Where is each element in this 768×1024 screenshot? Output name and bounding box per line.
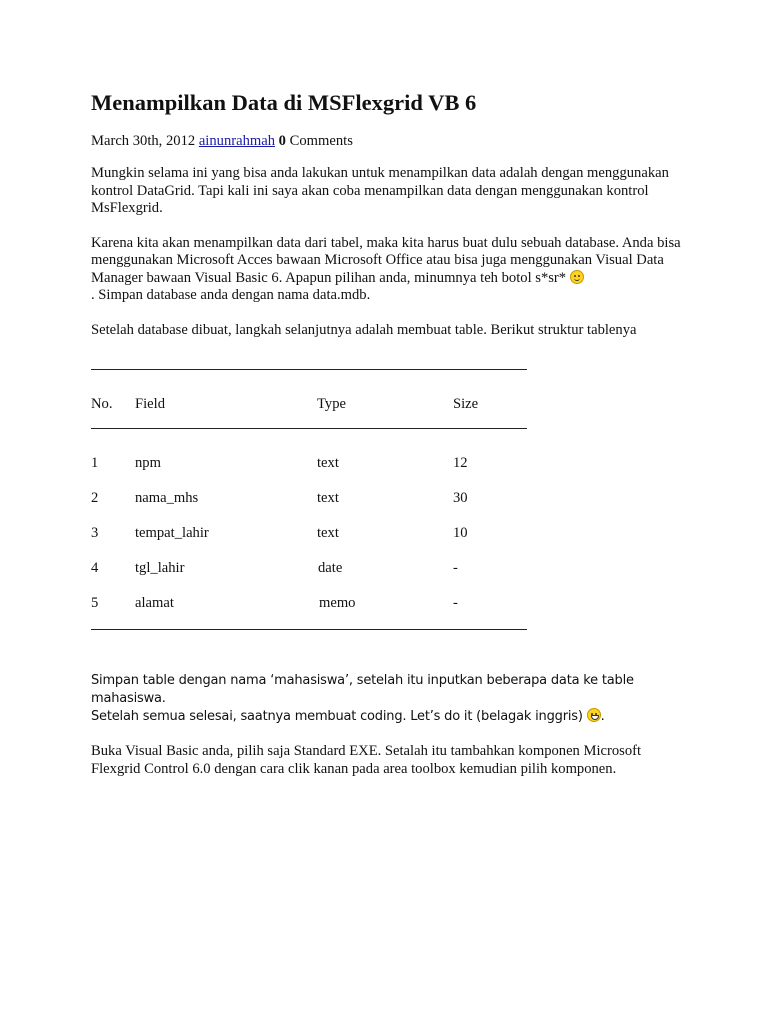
table-row [91,559,527,594]
header-field: Field [135,396,165,412]
cell-type: memo [319,595,356,611]
cell-field: tgl_lahir [135,560,185,576]
paragraph-coding-tail: . [600,709,605,724]
cell-size: 30 [453,490,468,506]
post-meta [91,132,691,150]
cell-no: 1 [91,455,99,471]
table-row [91,489,527,524]
paragraph-intro: Mungkin selama ini yang bisa anda lakukan untuk menampilkan data adalah dengan menggunakan kontrol DataGrid. Tapi kali ini saya akan coba menampilkan data dengan menggunakan kontrol MsFlexgrid. [91,165,669,216]
paragraph-database [91,235,691,305]
header-no: No. [91,396,113,412]
table-row [91,454,527,489]
paragraph-save-table: Simpan table dengan nama ‘mahasiswa’, setelah itu inputkan beberapa data ke table mahasiswa. [91,673,634,706]
paragraph-coding-text: Setelah semua selesai, saatnya membuat coding. Let’s do it (belagak inggris) [91,709,583,724]
comment-label: Comments [289,133,353,149]
paragraph-open-vb: Buka Visual Basic anda, pilih saja Standard EXE. Setalah itu tambahkan komponen Microsoft Flexgrid Control 6.0 dengan cara clik kanan pada area toolbox kemudian pilih komponen. [91,743,642,777]
table-top-rule [91,369,527,370]
header-size: Size [453,396,479,412]
cell-type: text [317,525,339,541]
cell-size: 10 [453,525,468,541]
cell-type: date [318,560,343,576]
header-type: Type [317,396,346,412]
cell-no: 4 [91,560,99,576]
paragraph-database-text: Karena kita akan menampilkan data dari tabel, maka kita harus buat dulu sebuah database. Anda bisa menggunakan Microsoft Acces bawaan Microsoft Office atau bisa juga menggunakan Visual Data Manager bawaan Visual Basic 6. Apapun pilihan anda, minumnya teh botol s*sr* [91,234,681,286]
cell-size: 12 [453,455,468,471]
table-header-row [91,395,527,430]
cell-type: text [317,455,339,471]
structure-table [91,369,527,630]
cell-field: alamat [135,595,174,611]
post-date: March 30th, 2012 [91,133,196,149]
article-continued [91,672,691,778]
comment-count: 0 [278,133,286,149]
table-bottom-rule [91,629,527,630]
paragraph-table-intro: Setelah database dibuat, langkah selanjutnya adalah membuat table. Berikut struktur tablenya [91,321,637,338]
cell-field: nama_mhs [135,490,199,506]
article-body [91,88,691,339]
paragraph-database-tail: . Simpan database anda dengan nama data.mdb. [91,287,371,303]
cell-type: text [317,490,339,506]
cell-field: tempat_lahir [135,525,209,541]
cell-no: 2 [91,490,99,506]
page-title: Menampilkan Data di MSFlexgrid VB 6 [91,90,477,115]
wink-smiley-icon [570,270,584,284]
table-row [91,524,527,559]
cell-size: - [453,595,458,611]
paragraph-coding [91,708,691,726]
cell-field: npm [135,455,161,471]
cell-no: 5 [91,595,99,611]
grin-smiley-icon [587,708,601,722]
table-row [91,594,527,629]
author-link[interactable]: ainunrahmah [198,133,276,149]
cell-size: - [453,560,458,576]
cell-no: 3 [91,525,99,541]
